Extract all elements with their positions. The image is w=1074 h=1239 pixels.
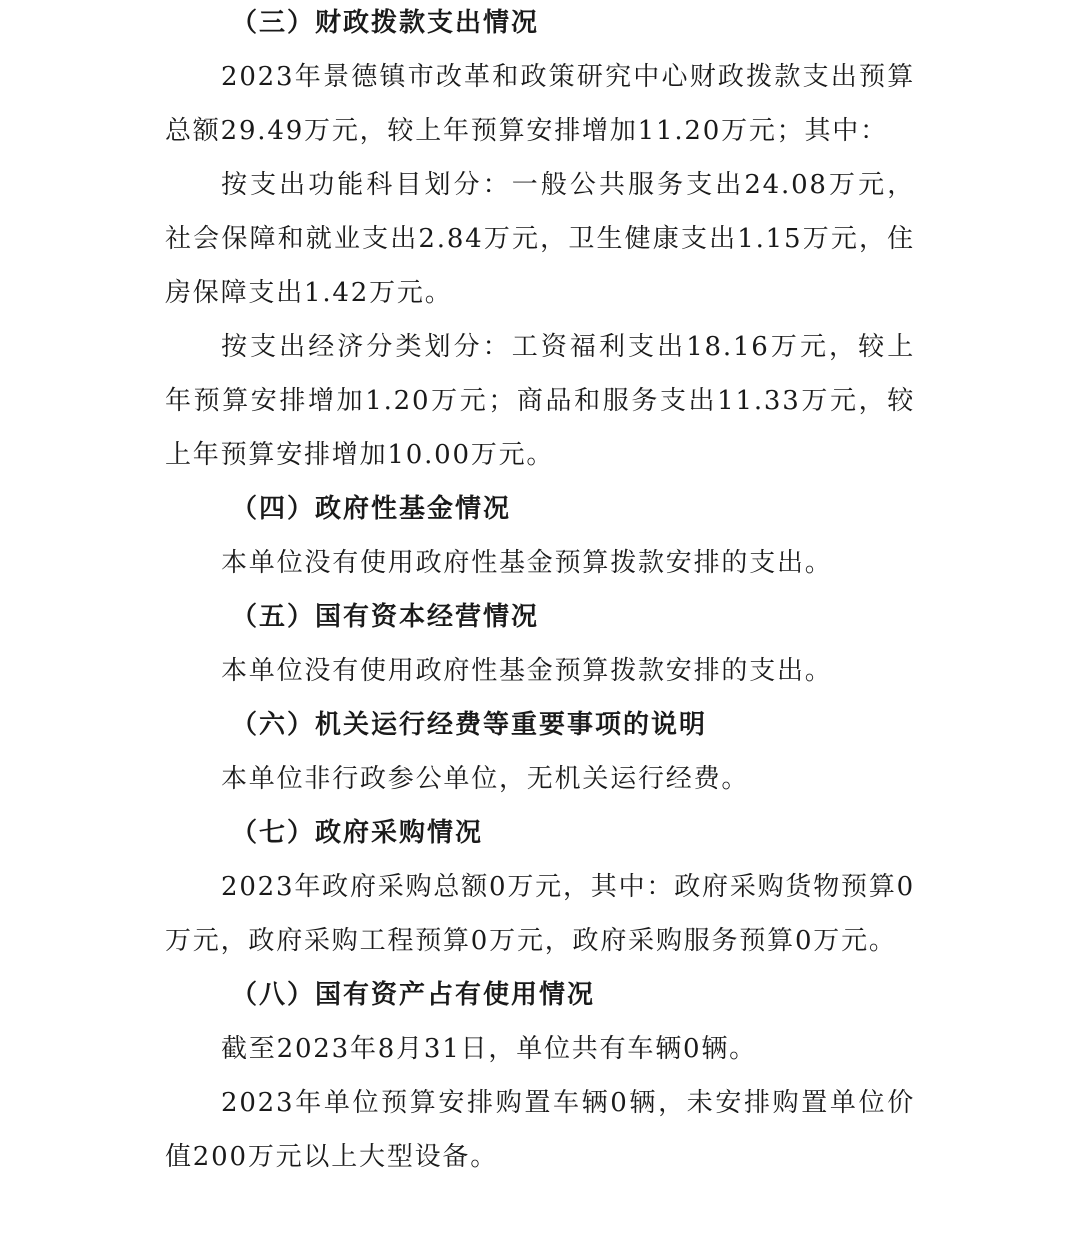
- section-heading-3: （三）财政拨款支出情况: [231, 8, 540, 38]
- section-heading-5: （五）国有资本经营情况: [231, 602, 540, 632]
- section-3-paragraph-2: 按支出功能科目划分：一般公共服务支出24.08万元，社会保障和就业支出2.84万元，卫生健康支出1.15万元，住房保障支出1.42万元。: [165, 170, 915, 308]
- section-heading-8: （八）国有资产占有使用情况: [231, 980, 596, 1010]
- section-6-paragraph-1: 本单位非行政参公单位，无机关运行经费。: [221, 764, 750, 794]
- section-3-paragraph-1: 2023年景德镇市改革和政策研究中心财政拨款支出预算总额29.49万元，较上年预算安排增加11.20万元；其中：: [165, 62, 915, 146]
- section-5-paragraph-1: 本单位没有使用政府性基金预算拨款安排的支出。: [221, 656, 833, 686]
- section-3-paragraph-3: 按支出经济分类划分：工资福利支出18.16万元，较上年预算安排增加1.20万元；商品和服务支出11.33万元，较上年预算安排增加10.00万元。: [165, 332, 915, 470]
- section-7-paragraph-1: 2023年政府采购总额0万元，其中：政府采购货物预算0万元，政府采购工程预算0万元，政府采购服务预算0万元。: [165, 872, 915, 956]
- document-body: [165, 0, 915, 1184]
- section-8-paragraph-2: 2023年单位预算安排购置车辆0辆，未安排购置单位价值200万元以上大型设备。: [165, 1088, 915, 1172]
- section-8-paragraph-1: 截至2023年8月31日，单位共有车辆0辆。: [221, 1034, 757, 1064]
- section-heading-6: （六）机关运行经费等重要事项的说明: [231, 710, 708, 740]
- section-4-paragraph-1: 本单位没有使用政府性基金预算拨款安排的支出。: [221, 548, 833, 578]
- section-heading-7: （七）政府采购情况: [231, 818, 484, 848]
- section-heading-4: （四）政府性基金情况: [231, 494, 512, 524]
